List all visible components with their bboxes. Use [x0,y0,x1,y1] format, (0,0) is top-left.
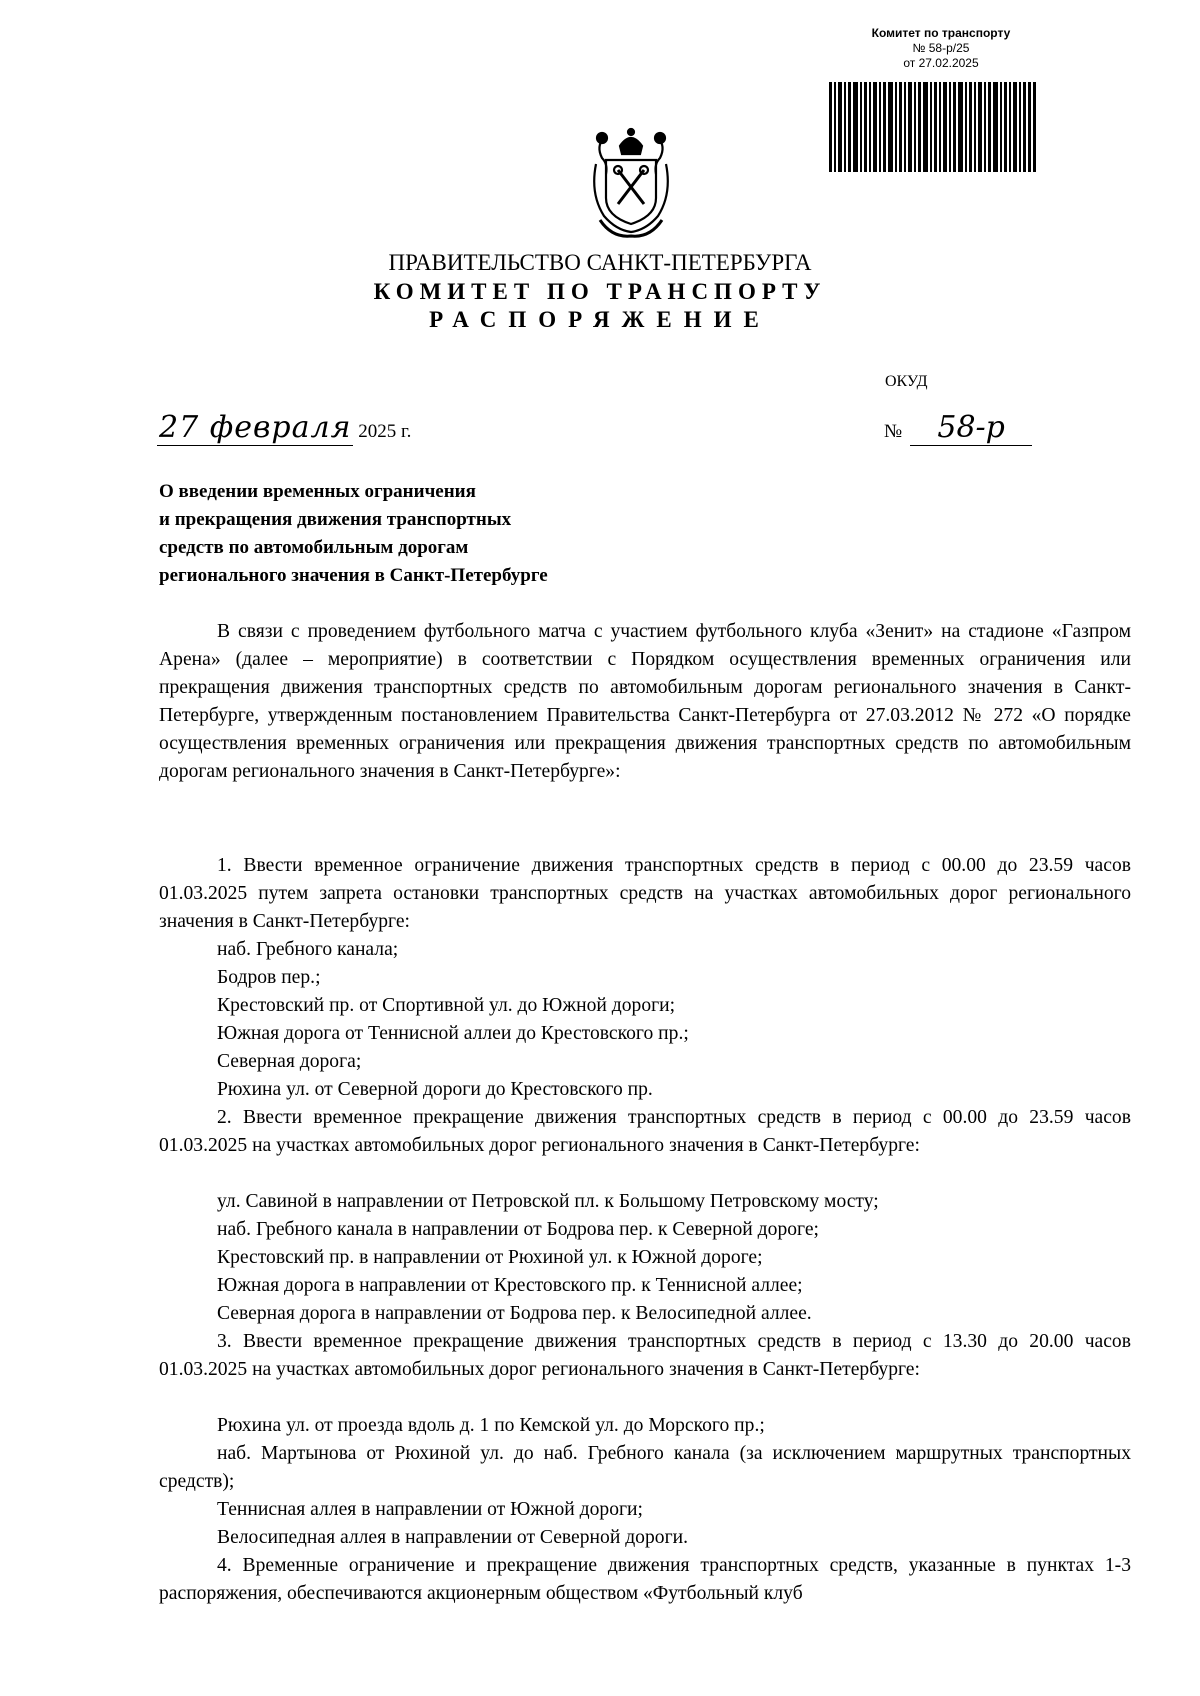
point-1 [159,852,1131,936]
preamble-text: В связи с проведением футбольного матча с участием футбольного клуба «Зенит» на стадионе «Газпром Арена» (далее – мероприятие) в соответствии с Порядком осуществления временных ограничения или прекращения движения транспортных средств по автомобильным дорогам регионального значения в Санкт-Петербурге, утвержденным постановлением Правительства Санкт-Петербурга от 27.03.2012 № 272 «О порядке осуществления временных ограничения или прекращения движения транспортных средств по автомобильным дорогам регионального значения в Санкт-Петербурге»: [159,621,1131,782]
point-2-text: 2. Ввести временное прекращение движения транспортных средств в период с 00.00 до 23.59 часов 01.03.2025 на участках автомобильных дорог регионального значения в Санкт-Петербурге: [159,1107,1131,1156]
point-4 [159,1552,1131,1608]
list-item-wrapped [159,1440,1131,1496]
document-date [157,410,411,445]
coat-of-arms-icon [582,124,680,242]
preamble [159,618,1131,786]
list-item: ул. Савиной в направлении от Петровской пл. к Большому Петровскому мосту; [217,1191,879,1212]
registration-stamp [836,26,1046,71]
list-item: Бодров пер.; [217,967,321,988]
handwritten-number: 58-р [910,410,1032,446]
list-item: наб. Мартынова от Рюхиной ул. до наб. Гребного канала (за исключением маршрутных транспортных средств); [159,1443,1131,1492]
handwritten-date: 27 февраля [159,410,352,445]
point-3-text: 3. Ввести временное прекращение движения транспортных средств в период с 13.30 до 20.00 часов 01.03.2025 на участках автомобильных дорог регионального значения в Санкт-Петербурге: [159,1331,1131,1380]
stamp-date: от 27.02.2025 [903,56,979,70]
subject-line: и прекращения движения транспортных [159,509,512,530]
subject-line: средств по автомобильным дорогам [159,537,469,558]
order-title: РАСПОРЯЖЕНИЕ [429,307,771,332]
committee-title: КОМИТЕТ ПО ТРАНСПОРТУ [373,279,827,304]
list-item: Южная дорога в направлении от Крестовского пр. к Теннисной аллее; [217,1275,803,1296]
list-item: Северная дорога; [217,1051,362,1072]
list-item: Крестовский пр. от Спортивной ул. до Южной дороги; [217,995,676,1016]
list-item: Рюхина ул. от проезда вдоль д. 1 по Кемской ул. до Морского пр.; [217,1415,765,1436]
stamp-org: Комитет по транспорту [871,26,1011,40]
point-3 [159,1328,1131,1384]
government-title: ПРАВИТЕЛЬСТВО САНКТ-ПЕТЕРБУРГА [388,250,812,275]
list-item: Велосипедная аллея в направлении от Северной дороги. [217,1527,688,1548]
list-item: Южная дорога от Теннисной аллеи до Крестовского пр.; [217,1023,689,1044]
document-subject [159,478,719,590]
list-item: наб. Гребного канала; [217,939,399,960]
okud-label: ОКУД [885,373,928,390]
point-2 [159,1104,1131,1160]
subject-line: регионального значения в Санкт-Петербурге [159,565,548,586]
subject-line: О введении временных ограничения [159,481,476,502]
date-year: 2025 г. [358,421,412,442]
stamp-number: № 58-р/25 [912,41,970,55]
barcode-icon [829,82,1036,172]
number-prefix: № [884,421,903,442]
list-item: Рюхина ул. от Северной дороги до Крестовского пр. [217,1079,653,1100]
list-item: наб. Гребного канала в направлении от Бодрова пер. к Северной дороге; [217,1219,819,1240]
point-4-text: 4. Временные ограничение и прекращение движения транспортных средств, указанные в пунктах 1-3 распоряжения, обеспечиваются акционерным обществом «Футбольный клуб [159,1555,1131,1604]
list-item: Теннисная аллея в направлении от Южной дороги; [217,1499,643,1520]
point-1-text: 1. Ввести временное ограничение движения транспортных средств в период с 00.00 до 23.59 часов 01.03.2025 путем запрета остановки транспортных средств на участках автомобильных дорог регионального значения в Санкт-Петербурге: [159,855,1131,932]
list-item: Крестовский пр. в направлении от Рюхиной ул. к Южной дороге; [217,1247,763,1268]
document-number [884,410,1032,446]
list-item: Северная дорога в направлении от Бодрова пер. к Велосипедной аллее. [217,1303,812,1324]
